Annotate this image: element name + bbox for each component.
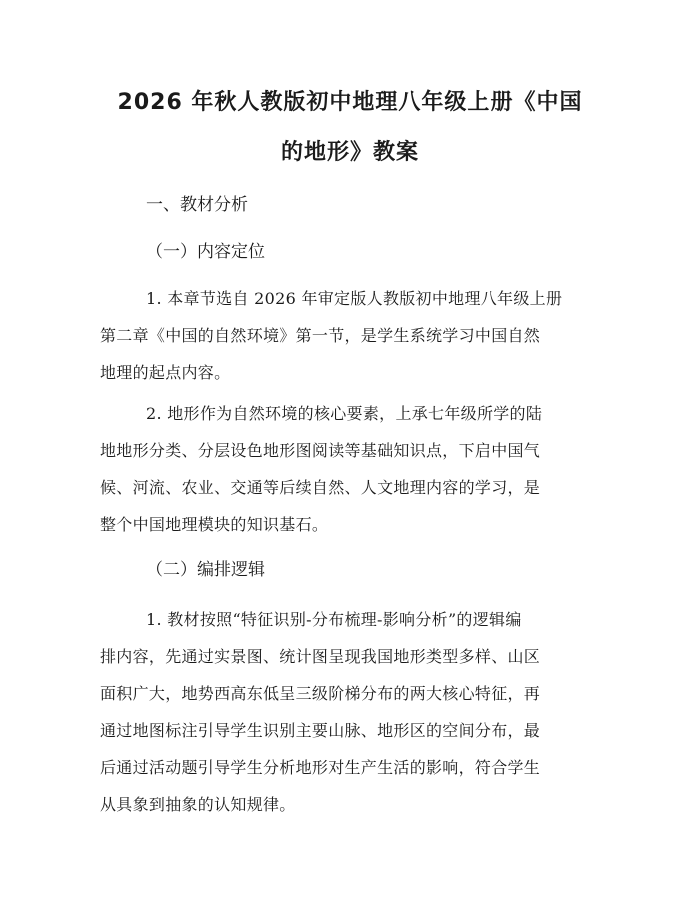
document-title: [100, 78, 600, 178]
title-line-1: 2026 年秋人教版初中地理八年级上册《中国: [117, 90, 583, 115]
paragraph-line: 第二章《中国的自然环境》第一节，是学生系统学习中国自然: [100, 326, 541, 345]
paragraph-line: 后通过活动题引导学生分析地形对生产生活的影响，符合学生: [100, 758, 541, 777]
paragraph-line: 通过地图标注引导学生识别主要山脉、地形区的空间分布，最: [100, 721, 541, 740]
paragraph-1: [100, 280, 600, 391]
paragraph-line: 从具象到抽象的认知规律。: [100, 795, 296, 814]
paragraph-line: 2. 地形作为自然环境的核心要素，上承七年级所学的陆: [146, 404, 543, 423]
paragraph-line: 1. 本章节选自 2026 年审定版人教版初中地理八年级上册: [146, 289, 563, 308]
paragraph-line: 排内容，先通过实景图、统计图呈现我国地形类型多样、山区: [100, 647, 541, 666]
paragraph-line: 面积广大，地势西高东低呈三级阶梯分布的两大核心特征，再: [100, 684, 541, 703]
paragraph-line: 地理的起点内容。: [100, 363, 231, 382]
section-heading: 一、教材分析: [146, 195, 248, 215]
paragraph-2: [100, 395, 600, 543]
paragraph-line: 地地形分类、分层设色地形图阅读等基础知识点，下启中国气: [100, 441, 541, 460]
paragraph-3: [100, 601, 600, 823]
subsection-heading-content-positioning: （一）内容定位: [146, 242, 265, 262]
title-line-2: 的地形》教案: [280, 140, 419, 165]
paragraph-line: 1. 教材按照“特征识别-分布梳理-影响分析”的逻辑编: [146, 610, 522, 629]
subsection-heading-arrangement-logic: （二）编排逻辑: [146, 560, 265, 580]
paragraph-line: 候、河流、农业、交通等后续自然、人文地理内容的学习，是: [100, 478, 541, 497]
paragraph-line: 整个中国地理模块的知识基石。: [100, 515, 329, 534]
